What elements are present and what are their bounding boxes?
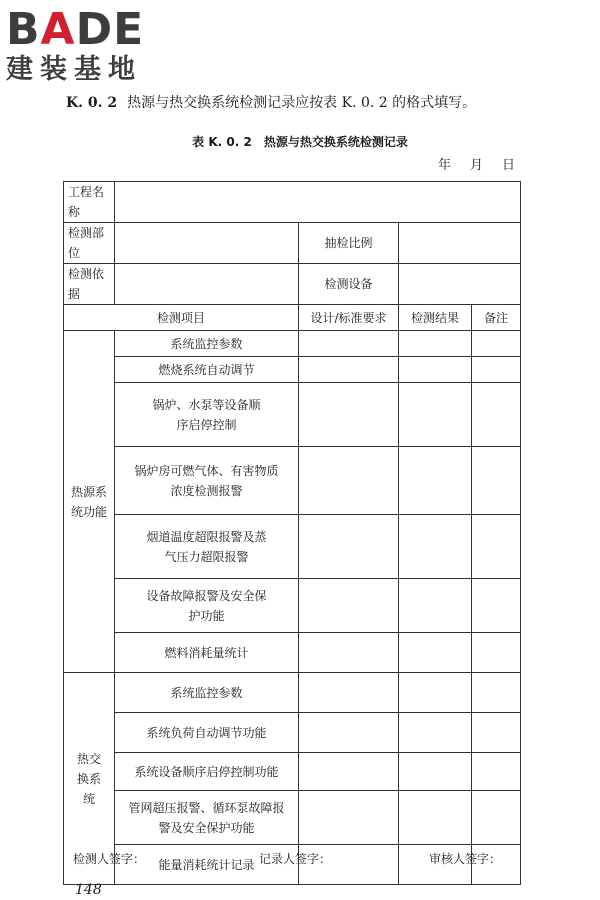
remark-cell[interactable] — [472, 383, 521, 447]
result-cell[interactable] — [399, 753, 472, 791]
remark-cell[interactable] — [472, 633, 521, 673]
ratio-cell[interactable] — [399, 223, 521, 264]
req-cell[interactable] — [299, 383, 399, 447]
project-name-label: 工程名称 — [64, 182, 115, 223]
req-cell[interactable] — [299, 753, 399, 791]
req-cell[interactable] — [299, 447, 399, 515]
remark-cell[interactable] — [472, 357, 521, 383]
result-cell[interactable] — [399, 791, 472, 845]
item-cell: 设备故障报警及安全保护功能 — [115, 579, 299, 633]
clause-number: K. 0. 2 — [66, 95, 118, 111]
item-cell: 系统负荷自动调节功能 — [115, 713, 299, 753]
req-cell[interactable] — [299, 791, 399, 845]
item-cell: 燃烧系统自动调节 — [115, 357, 299, 383]
inspection-record-table — [63, 181, 521, 885]
col-header-result: 检测结果 — [399, 305, 472, 331]
result-cell[interactable] — [399, 515, 472, 579]
page-number: 148 — [75, 882, 102, 898]
intro-paragraph — [66, 92, 476, 112]
req-cell[interactable] — [299, 633, 399, 673]
logo-mark: BADE — [6, 4, 145, 55]
item-cell: 锅炉房可燃气体、有害物质浓度检测报警 — [115, 447, 299, 515]
result-cell[interactable] — [399, 331, 472, 357]
col-header-remark: 备注 — [472, 305, 521, 331]
group-heat-exchange: 热交换系统 — [64, 673, 115, 885]
item-cell: 燃料消耗量统计 — [115, 633, 299, 673]
item-cell: 烟道温度超限报警及蒸气压力超限报警 — [115, 515, 299, 579]
location-label: 检测部位 — [64, 223, 115, 264]
remark-cell[interactable] — [472, 579, 521, 633]
req-cell[interactable] — [299, 713, 399, 753]
result-cell[interactable] — [399, 357, 472, 383]
remark-cell[interactable] — [472, 515, 521, 579]
req-cell[interactable] — [299, 579, 399, 633]
col-header-item: 检测项目 — [64, 305, 299, 331]
item-cell: 系统监控参数 — [115, 331, 299, 357]
tester-signature[interactable]: 检测人签字： — [73, 852, 146, 866]
req-cell[interactable] — [299, 673, 399, 713]
equipment-cell[interactable] — [399, 264, 521, 305]
remark-cell[interactable] — [472, 791, 521, 845]
col-header-req: 设计/标准要求 — [299, 305, 399, 331]
recorder-signature[interactable]: 记录人签字： — [259, 852, 332, 866]
result-cell[interactable] — [399, 633, 472, 673]
location-cell[interactable] — [115, 223, 299, 264]
item-cell: 管网超压报警、循环泵故障报警及安全保护功能 — [115, 791, 299, 845]
remark-cell[interactable] — [472, 753, 521, 791]
equipment-label: 检测设备 — [299, 264, 399, 305]
basis-cell[interactable] — [115, 264, 299, 305]
result-cell[interactable] — [399, 673, 472, 713]
basis-label: 检测依据 — [64, 264, 115, 305]
remark-cell[interactable] — [472, 673, 521, 713]
item-cell: 系统监控参数 — [115, 673, 299, 713]
remark-cell[interactable] — [472, 331, 521, 357]
item-cell: 系统设备顺序启停控制功能 — [115, 753, 299, 791]
result-cell[interactable] — [399, 713, 472, 753]
req-cell[interactable] — [299, 357, 399, 383]
item-cell: 锅炉、水泵等设备顺序启停控制 — [115, 383, 299, 447]
remark-cell[interactable] — [472, 447, 521, 515]
table-title: 表 K. 0. 2 热源与热交换系统检测记录 — [192, 135, 408, 149]
group-heat-source: 热源系统功能 — [64, 331, 115, 673]
remark-cell[interactable] — [472, 713, 521, 753]
result-cell[interactable] — [399, 579, 472, 633]
result-cell[interactable] — [399, 383, 472, 447]
reviewer-signature[interactable]: 审核人签字： — [429, 852, 502, 866]
req-cell[interactable] — [299, 331, 399, 357]
ratio-label: 抽检比例 — [299, 223, 399, 264]
bade-logo — [6, 6, 176, 86]
req-cell[interactable] — [299, 515, 399, 579]
item-cell: 能量消耗统计记录 — [115, 845, 299, 885]
project-name-cell[interactable] — [115, 182, 521, 223]
result-cell[interactable] — [399, 447, 472, 515]
intro-text: 热源与热交换系统检测记录应按表 K. 0. 2 的格式填写。 — [127, 95, 477, 111]
logo-subtitle: 建装基地 — [6, 54, 142, 85]
date-label: 年 月 日 — [438, 158, 519, 173]
